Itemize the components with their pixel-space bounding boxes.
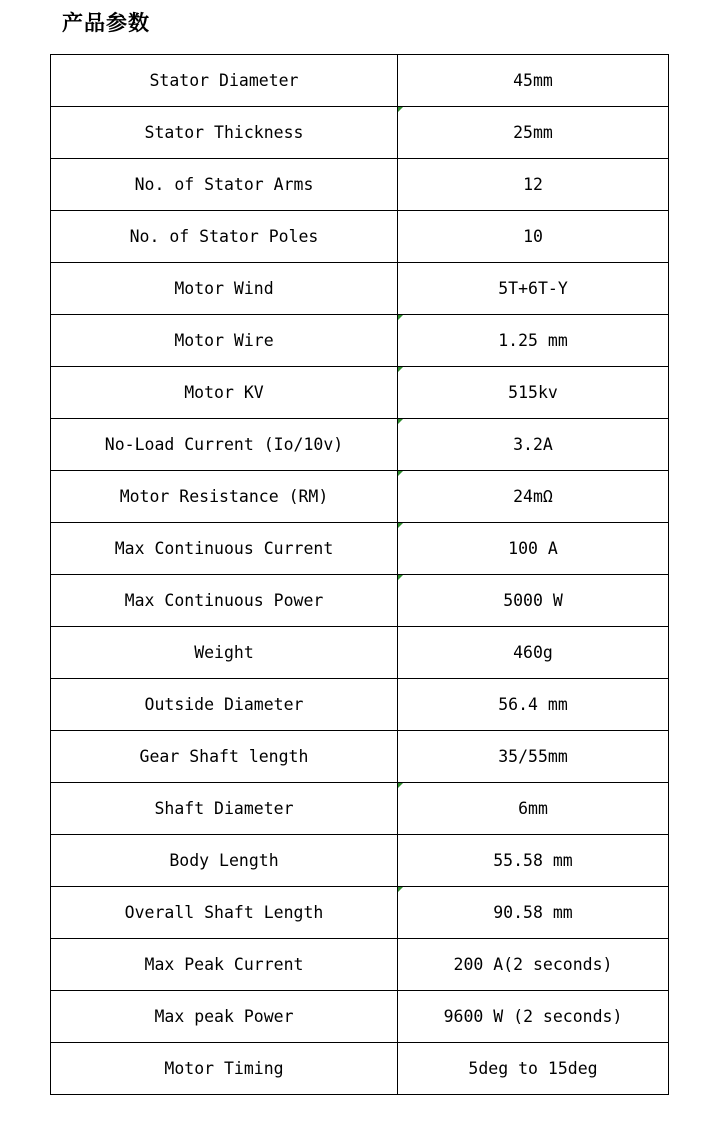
spec-label: No. of Stator Poles [51,211,398,263]
spec-label: Max peak Power [51,991,398,1043]
table-row [51,939,669,991]
table-row [51,55,669,107]
spec-value: 1.25 mm [398,315,669,367]
spec-label: Motor Wire [51,315,398,367]
spec-value: 5deg to 15deg [398,1043,669,1095]
table-row [51,1043,669,1095]
spec-label: No-Load Current (Io/10v) [51,419,398,471]
spec-value: 55.58 mm [398,835,669,887]
spec-value: 12 [398,159,669,211]
spec-label: Outside Diameter [51,679,398,731]
spec-value: 6mm [398,783,669,835]
table-row [51,367,669,419]
spec-value: 35/55mm [398,731,669,783]
spec-value: 9600 W (2 seconds) [398,991,669,1043]
spec-label: Motor Resistance (RM) [51,471,398,523]
spec-value: 45mm [398,55,669,107]
spec-label: Motor KV [51,367,398,419]
spec-label: Max Continuous Current [51,523,398,575]
table-row [51,315,669,367]
table-row [51,107,669,159]
table-row [51,887,669,939]
spec-label: Motor Timing [51,1043,398,1095]
spec-label: Stator Diameter [51,55,398,107]
spec-table [50,54,669,1095]
spec-value: 5T+6T-Y [398,263,669,315]
table-row [51,783,669,835]
spec-value: 10 [398,211,669,263]
spec-label: Max Peak Current [51,939,398,991]
table-row [51,627,669,679]
table-row [51,159,669,211]
spec-value: 3.2A [398,419,669,471]
table-row [51,835,669,887]
spec-value: 90.58 mm [398,887,669,939]
spec-label: Shaft Diameter [51,783,398,835]
spec-value: 515kv [398,367,669,419]
spec-label: Gear Shaft length [51,731,398,783]
table-row [51,523,669,575]
spec-label: Max Continuous Power [51,575,398,627]
page-heading: 产品参数 [62,11,150,35]
spec-value: 200 A(2 seconds) [398,939,669,991]
spec-label: Stator Thickness [51,107,398,159]
spec-value: 25mm [398,107,669,159]
spec-label: No. of Stator Arms [51,159,398,211]
table-row [51,263,669,315]
table-row [51,471,669,523]
spec-label: Motor Wind [51,263,398,315]
spec-value: 5000 W [398,575,669,627]
spec-label: Weight [51,627,398,679]
spec-label: Body Length [51,835,398,887]
table-row [51,731,669,783]
table-row [51,991,669,1043]
spec-value: 56.4 mm [398,679,669,731]
spec-label: Overall Shaft Length [51,887,398,939]
table-row [51,419,669,471]
spec-value: 24mΩ [398,471,669,523]
spec-value: 100 A [398,523,669,575]
table-row [51,679,669,731]
spec-value: 460g [398,627,669,679]
table-row [51,211,669,263]
table-row [51,575,669,627]
